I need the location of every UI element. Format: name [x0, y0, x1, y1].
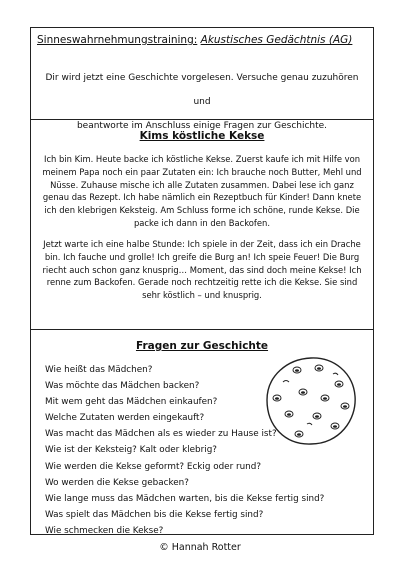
page-title: [37, 33, 352, 47]
header-section: [31, 28, 373, 131]
story-title: Kims köstliche Kekse: [139, 130, 265, 142]
title-subtitle: Akustisches Gedächtnis (AG): [200, 34, 353, 46]
question-item: Wie lange muss das Mädchen warten, bis die Kekse fertig sind?: [45, 493, 325, 504]
question-item: Wie werden die Kekse geformt? Eckig oder rund?: [45, 461, 262, 472]
question-item: Was möchte das Mädchen backen?: [45, 381, 200, 392]
question-item: Wie schmecken die Kekse?: [45, 525, 164, 536]
instruction-line-1: Dir wird jetzt eine Geschichte vorgelesen. Versuche genau zuzuhören und: [45, 73, 359, 107]
question-item: Was macht das Mädchen als es wieder zu Hause ist?: [45, 429, 277, 440]
worksheet: [30, 27, 374, 535]
story-paragraph-2: Jetzt warte ich eine halbe Stunde: Ich spiele in der Zeit, dass ich ein Drache bin. Ich fauche und grolle! Ich greife die Burg an! Ich speie Feuer! Die Burg riecht auch schon ganz knusprig… Moment, das sind doch meine Kekse! Ich renne zum Backofen. Gerade noch rechtzeitig rette ich die Kekse. Sie sind sehr köstlich – und knusprig.: [42, 239, 362, 301]
title-label: Sinneswahrnehmungstraining:: [37, 34, 198, 46]
cookie-icon: [263, 354, 359, 448]
questions-section: [31, 330, 373, 534]
story-paragraph-1: Ich bin Kim. Heute backe ich köstliche Kekse. Zuerst kaufe ich mit Hilfe von meinem Papa noch ein paar Zutaten ein: Ich brauche noch Butter, Mehl und Nüsse. Zuhause mische ich alle Zutaten zusammen. Dabei lese ich ganz genau das Rezept. Ich habe nämlich ein Rezeptbuch für Kinder! Dann knete ich den klebrigen Keksteig. Am Schluss forme ich schöne, runde Kekse. Die packe ich dann in den Backofen.: [42, 154, 362, 228]
copyright-footer: © Hannah Rotter: [159, 542, 241, 553]
question-item: Was spielt das Mädchen bis die Kekse fertig sind?: [45, 509, 264, 520]
question-item: Mit wem geht das Mädchen einkaufen?: [45, 397, 218, 408]
question-item: Wie heißt das Mädchen?: [45, 365, 153, 375]
question-item: Wo werden die Kekse gebacken?: [45, 477, 189, 488]
instruction-line-2: beantworte im Anschluss einige Fragen zur Geschichte.: [76, 121, 328, 131]
question-item: Welche Zutaten werden eingekauft?: [45, 413, 205, 424]
story-section: [31, 120, 373, 330]
question-item: Wie ist der Keksteig? Kalt oder klebrig?: [45, 445, 217, 456]
questions-title: Fragen zur Geschichte: [135, 340, 269, 352]
